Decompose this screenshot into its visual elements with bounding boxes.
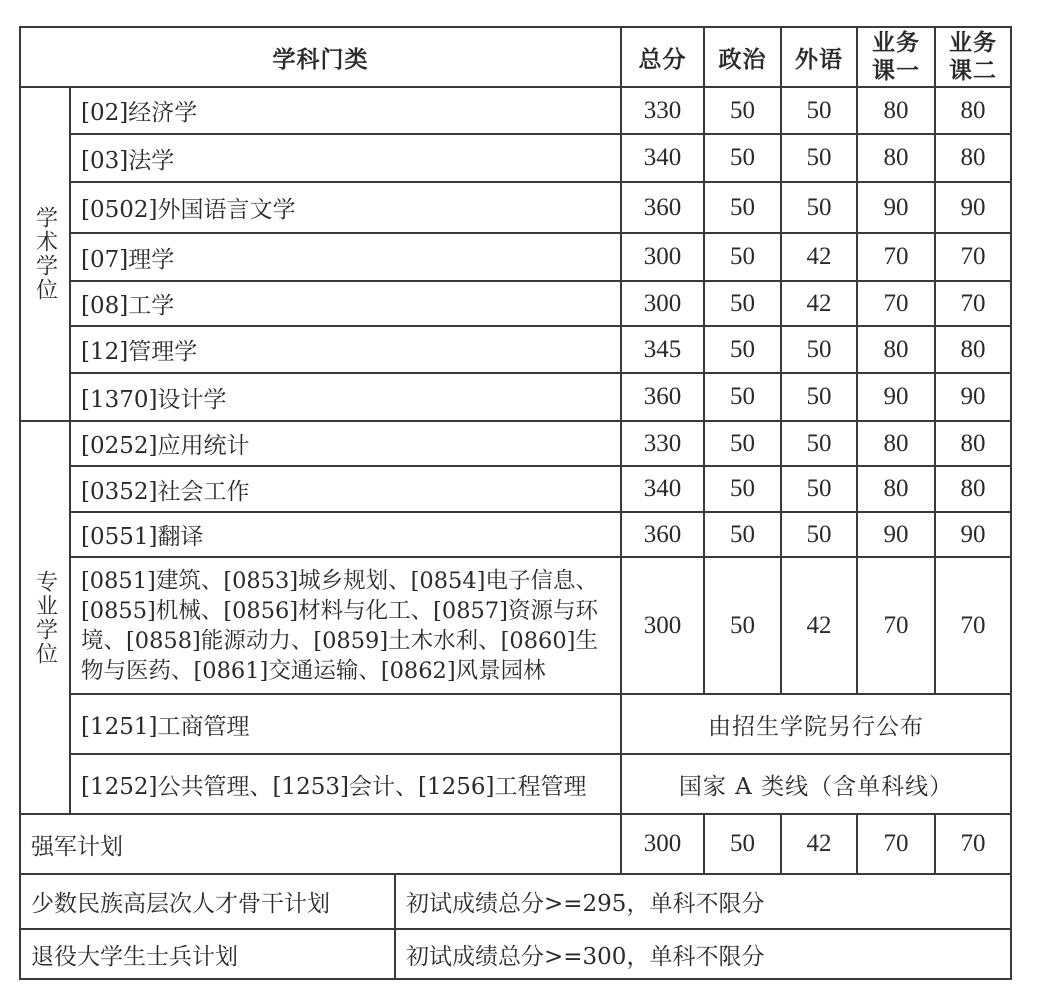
row-total: 330 — [643, 96, 682, 124]
special-plan-name: 退役大学生士兵计划 — [31, 943, 238, 970]
header-course-one-line1: 业务 — [872, 29, 920, 56]
row-foreign: 42 — [806, 289, 832, 317]
row-course-two: 80 — [960, 475, 986, 502]
row-course-two: 80 — [960, 144, 986, 171]
row-course-two: 90 — [960, 520, 986, 548]
row-politics: 50 — [730, 830, 755, 857]
row-total: 330 — [643, 429, 682, 457]
row-total: 300 — [643, 289, 682, 317]
row-course-two: 70 — [960, 611, 986, 639]
row-total: 340 — [643, 475, 682, 502]
row-total: 300 — [643, 830, 682, 857]
row-total: 300 — [643, 611, 682, 639]
row-foreign: 50 — [806, 144, 832, 171]
row-course-one: 90 — [883, 193, 909, 221]
row-course-two: 70 — [960, 830, 986, 857]
row-name: [1251]工商管理 — [81, 713, 250, 740]
row-politics: 50 — [730, 96, 755, 124]
row-foreign: 50 — [806, 193, 832, 221]
row-total: 360 — [643, 193, 682, 221]
row-name: [12]管理学 — [81, 339, 198, 365]
row-name: [07]理学 — [81, 246, 175, 273]
row-total: 340 — [643, 144, 682, 171]
special-plan-note: 初试成绩总分>=300，单科不限分 — [406, 943, 765, 970]
header-category: 学科门类 — [272, 45, 369, 73]
header-course-one-line2: 课一 — [872, 57, 920, 84]
row-name: [0352]社会工作 — [81, 478, 250, 505]
special-plan-note: 初试成绩总分>=295，单科不限分 — [406, 891, 765, 917]
row-politics: 50 — [730, 383, 755, 410]
header-course-two-line1: 业务 — [949, 29, 997, 56]
row-name: [0551]翻译 — [81, 524, 204, 550]
row-total: 360 — [643, 383, 682, 410]
row-foreign: 50 — [806, 383, 832, 410]
row-course-one: 70 — [883, 243, 909, 270]
row-foreign: 50 — [806, 96, 832, 124]
table-border-right — [1010, 26, 1012, 980]
special-plan-name: 少数民族高层次人才骨干计划 — [31, 891, 330, 917]
row-course-one: 90 — [883, 520, 909, 548]
row-foreign: 50 — [806, 475, 832, 502]
row-course-two: 80 — [960, 429, 986, 457]
row-course-one: 70 — [883, 289, 909, 317]
group-professional: 专业学位 — [32, 569, 58, 666]
row-name: [0252]应用统计 — [81, 433, 250, 459]
row-politics: 50 — [730, 144, 755, 171]
row-name: 强军计划 — [31, 833, 123, 860]
row-course-one: 90 — [883, 383, 909, 410]
row-course-two: 70 — [960, 289, 986, 317]
row-name: [0502]外国语言文学 — [81, 197, 296, 223]
row-politics: 50 — [730, 243, 755, 270]
row-name: [03]法学 — [81, 147, 175, 174]
row-foreign: 42 — [806, 830, 832, 857]
row-total: 360 — [643, 520, 682, 548]
row-course-two: 90 — [960, 383, 986, 410]
row-politics: 50 — [730, 520, 755, 548]
header-course-two-line2: 课二 — [949, 57, 997, 84]
row-merged-note: 由招生学院另行公布 — [708, 713, 924, 740]
row-foreign: 50 — [806, 335, 832, 363]
row-course-one: 80 — [883, 144, 909, 171]
header-politics: 政治 — [718, 45, 767, 73]
row-foreign: 50 — [806, 429, 832, 457]
row-course-one: 80 — [883, 475, 909, 502]
row-name: [0851]建筑、[0853]城乡规划、[0854]电子信息、[0855]机械、[0856]材料与化工、[0857]资源与环境、[0858]能源动力、[0859]土木水利、[0860]生物与医药、[0861]交通运输、[0862]风景园林 — [81, 567, 598, 684]
row-name: [02]经济学 — [81, 100, 198, 126]
row-politics: 50 — [730, 289, 755, 317]
row-name: [1370]设计学 — [81, 386, 227, 413]
row-politics: 50 — [730, 475, 755, 502]
row-foreign: 42 — [806, 243, 832, 270]
row-course-two: 70 — [960, 243, 986, 270]
row-name: [1252]公共管理、[1253]会计、[1256]工程管理 — [81, 773, 587, 800]
row-course-two: 90 — [960, 193, 986, 221]
header-total: 总分 — [638, 45, 687, 73]
row-merged-note: 国家 A 类线（含单科线） — [678, 773, 954, 800]
row-politics: 50 — [730, 193, 755, 221]
row-course-one: 80 — [883, 96, 909, 124]
row-course-two: 80 — [960, 96, 986, 124]
row-total: 345 — [643, 335, 682, 363]
group-academic: 学术学位 — [32, 206, 58, 302]
table-border-bottom — [19, 978, 1012, 980]
row-foreign: 50 — [806, 520, 832, 548]
row-course-two: 80 — [960, 335, 986, 363]
row-name: [08]工学 — [81, 293, 175, 319]
header-course-one — [858, 28, 934, 86]
row-politics: 50 — [730, 335, 755, 363]
row-total: 300 — [643, 243, 682, 270]
row-course-one: 70 — [883, 611, 909, 639]
row-politics: 50 — [730, 611, 755, 639]
header-foreign: 外语 — [795, 45, 843, 73]
row-course-one: 70 — [883, 830, 909, 857]
row-politics: 50 — [730, 429, 755, 457]
row-course-one: 80 — [883, 335, 909, 363]
header-course-two — [936, 28, 1010, 86]
row-foreign: 42 — [806, 611, 832, 639]
row-course-one: 80 — [883, 429, 909, 457]
